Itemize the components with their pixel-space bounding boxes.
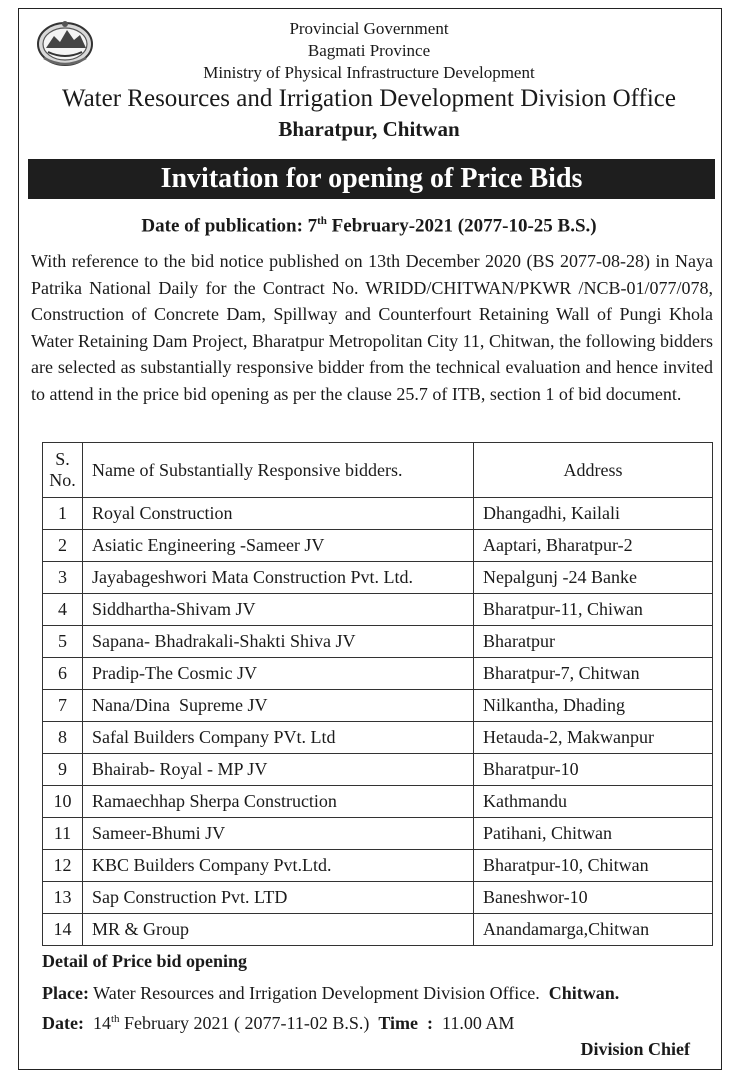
table-row <box>43 850 713 882</box>
date-label: Date: <box>42 1013 84 1033</box>
table-row <box>43 754 713 786</box>
row-name: Safal Builders Company PVt. Ltd <box>83 722 474 754</box>
row-name: Asiatic Engineering -Sameer JV <box>83 530 474 562</box>
row-sno: 3 <box>43 562 83 594</box>
publication-suffix: th <box>317 215 327 227</box>
place-value: Water Resources and Irrigation Development Division Office. <box>93 983 540 1003</box>
header-location: Bharatpur, Chitwan <box>278 117 460 141</box>
row-address: Kathmandu <box>474 786 713 818</box>
row-name: Sapana- Bhadrakali-Shakti Shiva JV <box>83 626 474 658</box>
place-label: Place: <box>42 983 89 1003</box>
row-name: Royal Construction <box>83 498 474 530</box>
header-ministry: Ministry of Physical Infrastructure Development <box>203 63 535 82</box>
table-row <box>43 530 713 562</box>
row-address: Baneshwor-10 <box>474 882 713 914</box>
table-row <box>43 626 713 658</box>
row-name: Ramaechhap Sherpa Construction <box>83 786 474 818</box>
row-sno: 6 <box>43 658 83 690</box>
table-row <box>43 594 713 626</box>
row-address: Patihani, Chitwan <box>474 818 713 850</box>
row-address: Aaptari, Bharatpur-2 <box>474 530 713 562</box>
table-row <box>43 722 713 754</box>
header-provincial-government: Provincial Government <box>289 19 449 38</box>
publication-day: 7 <box>307 215 318 237</box>
row-address: Hetauda-2, Makwanpur <box>474 722 713 754</box>
row-sno: 12 <box>43 850 83 882</box>
header-sno-line1: S. <box>55 449 70 469</box>
table-row <box>43 498 713 530</box>
row-sno: 9 <box>43 754 83 786</box>
header-sno <box>43 443 83 498</box>
row-name: Nana/Dina Supreme JV <box>83 690 474 722</box>
header-sno-line2: No. <box>49 470 76 490</box>
row-name: Sameer-Bhumi JV <box>83 818 474 850</box>
header-address: Address <box>474 443 713 498</box>
row-sno: 1 <box>43 498 83 530</box>
time-label: Time : <box>378 1013 434 1033</box>
row-address: Anandamarga,Chitwan <box>474 914 713 946</box>
table-row <box>43 786 713 818</box>
details-place <box>42 983 619 1004</box>
row-sno: 7 <box>43 690 83 722</box>
row-name: Sap Construction Pvt. LTD <box>83 882 474 914</box>
row-address: Nilkantha, Dhading <box>474 690 713 722</box>
row-sno: 2 <box>43 530 83 562</box>
table-header-row <box>43 443 713 498</box>
row-sno: 10 <box>43 786 83 818</box>
row-address: Dhangadhi, Kailali <box>474 498 713 530</box>
row-address: Nepalgunj -24 Banke <box>474 562 713 594</box>
row-name: Siddhartha-Shivam JV <box>83 594 474 626</box>
header-office: Water Resources and Irrigation Development Division Office <box>61 85 676 112</box>
time-value: 11.00 AM <box>442 1013 515 1033</box>
row-address: Bharatpur-7, Chitwan <box>474 658 713 690</box>
details-date-time <box>42 1013 514 1034</box>
date-rest: February 2021 ( 2077-11-02 B.S.) <box>124 1013 370 1033</box>
row-sno: 11 <box>43 818 83 850</box>
row-name: Bhairab- Royal - MP JV <box>83 754 474 786</box>
row-name: Pradip-The Cosmic JV <box>83 658 474 690</box>
header-province: Bagmati Province <box>307 41 431 60</box>
date-suffix: th <box>110 1013 120 1025</box>
row-sno: 14 <box>43 914 83 946</box>
publication-date <box>0 215 738 237</box>
row-sno: 4 <box>43 594 83 626</box>
row-sno: 13 <box>43 882 83 914</box>
signature: Division Chief <box>580 1039 690 1059</box>
row-address: Bharatpur-10 <box>474 754 713 786</box>
bidders-table <box>42 442 713 946</box>
row-name: KBC Builders Company Pvt.Ltd. <box>83 850 474 882</box>
table-row <box>43 690 713 722</box>
row-sno: 5 <box>43 626 83 658</box>
table-row <box>43 914 713 946</box>
notice-body: With reference to the bid notice published on 13th December 2020 (BS 2077-08-28) in Naya Patrika National Daily for the Contract No. WRIDD/CHITWAN/PKWR /NCB-01/077/078, Construction of Concrete Dam, Spillway and Counterfourt Retaining Wall of Pungi Khola Water Retaining Dam Project, Bharatpur Metropolitan City 11, Chitwan, the following bidders are selected as substantially responsive bidder from the technical evaluation and hence invited to attend in the price bid opening as per the clause 25.7 of ITB, section 1 of bid document. <box>31 251 713 404</box>
place-city: Chitwan. <box>548 983 620 1003</box>
row-name: Jayabageshwori Mata Construction Pvt. Ltd. <box>83 562 474 594</box>
header-name: Name of Substantially Responsive bidders. <box>83 443 474 498</box>
table-row <box>43 658 713 690</box>
row-name: MR & Group <box>83 914 474 946</box>
row-address: Bharatpur <box>474 626 713 658</box>
table-row <box>43 882 713 914</box>
table-row <box>43 562 713 594</box>
table-row <box>43 818 713 850</box>
publication-label: Date of publication: <box>141 215 303 237</box>
date-day: 14 <box>92 1013 111 1033</box>
row-sno: 8 <box>43 722 83 754</box>
publication-rest: February-2021 (2077-10-25 B.S.) <box>331 215 597 237</box>
row-address: Bharatpur-11, Chiwan <box>474 594 713 626</box>
row-address: Bharatpur-10, Chitwan <box>474 850 713 882</box>
details-heading: Detail of Price bid opening <box>42 951 247 971</box>
notice-title: Invitation for opening of Price Bids <box>28 159 715 199</box>
